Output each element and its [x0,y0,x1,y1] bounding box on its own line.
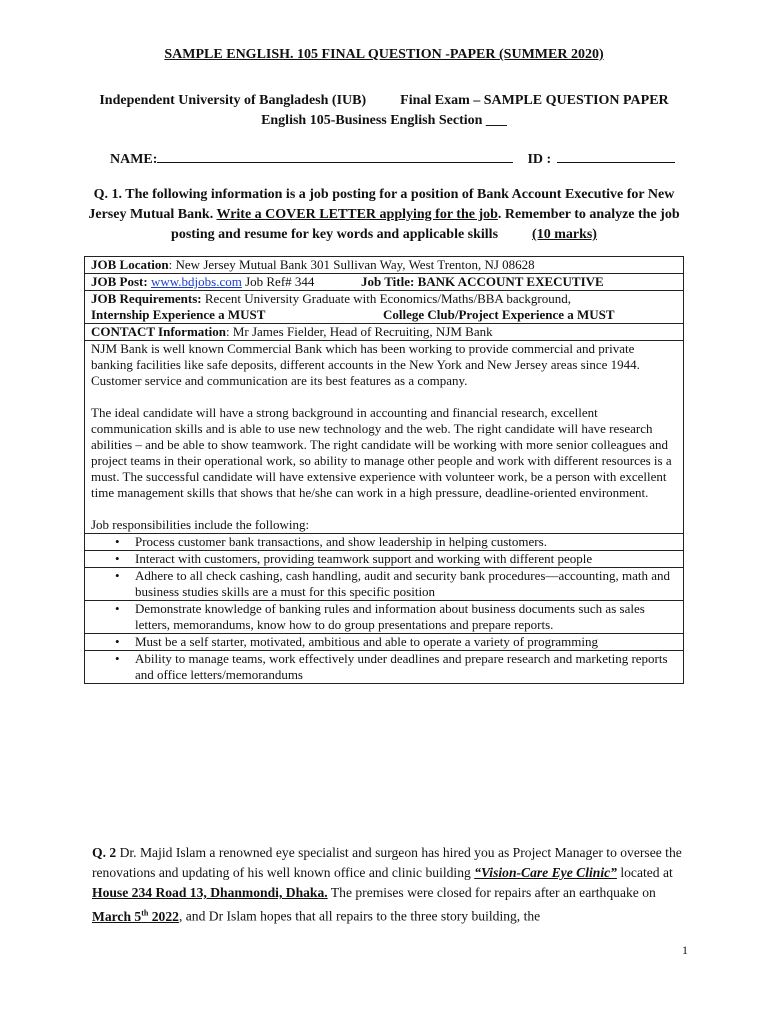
bullet-icon: • [115,601,120,616]
job-description-2: The ideal candidate will have a strong background in accounting and financial research, excellent communication skills and is able to use new technology and the web. The right candidate will have research abilities – and be able to show teamwork. The right candidate will be working with more senior colleagues and project teams in their operational work, so ability to manage other people and work with different resources is a must. The successful candidate will have extensive experience with volunteer work, be a person with excellent time management skills that shows that he/she can work in a high pressure, deadline-oriented environment. [91,405,672,500]
q1-prefix: Q. 1. The following information is a job posting for a position of Bank Account Executive for New Jersey Mutual Bank. [88,187,675,222]
job-post-row [85,274,684,291]
responsibility-text: Ability to manage teams, work effectively under deadlines and prepare research and marketing reports and office letters/memorandums [135,651,668,682]
q2-text-2: located at [616,865,673,880]
responsibility-item [85,651,684,684]
paper-title: SAMPLE ENGLISH. 105 FINAL QUESTION -PAPER (SUMMER 2020) [164,47,604,62]
university-name: Independent University of Bangladesh (IUB) [99,93,367,108]
bullet-icon: • [115,534,120,549]
date-year: 2022 [148,908,179,924]
q2-label: Q. 2 [92,845,117,860]
name-blank [157,149,513,163]
exam-name: Final Exam – SAMPLE QUESTION PAPER [400,93,669,108]
bullet-icon: • [115,551,120,566]
q2-text-4: , and Dr Islam hopes that all repairs to the three story building, the [178,908,541,924]
job-title: Job Title: BANK ACCOUNT EXECUTIVE [361,274,604,289]
q2-text-1: Dr. Majid Islam a renowned eye specialist and surgeon has hired you as Project Manager to oversee the renovations and updating of his well known office and clinic building [92,845,682,880]
date-month: March 5 [92,908,142,924]
responsibilities-intro: Job responsibilities include the following: [91,517,310,532]
bullet-icon: • [115,634,120,649]
name-label: NAME: [110,152,158,167]
name-id-line [110,149,670,168]
bdjobs-link[interactable]: www.bdjobs.com [150,274,242,289]
responsibility-item [85,601,684,634]
job-description-1: NJM Bank is well known Commercial Bank which has been working to provide commercial and private banking facilities like safe deposits, different accounts in the New York and New Jersey areas since 1944. Customer service and communication are its best features as a company. [91,341,640,388]
responsibility-item [85,551,684,568]
bullet-icon: • [115,651,120,666]
earthquake-date [92,909,179,924]
job-posting-table [84,256,684,684]
job-requirements-row [85,291,684,324]
job-location-row [85,257,684,274]
responsibility-text: Process customer bank transactions, and show leadership in helping customers. [135,534,547,549]
question-1 [84,185,684,245]
job-ref: Job Ref# 344 [241,274,315,289]
q2-text-3: The premises were closed for repairs after an earthquake on [327,885,656,900]
q1-marks: (10 marks) [532,227,597,242]
course-section: English 105-Business English Section ___ [261,113,507,128]
contact-value: : Mr James Fielder, Head of Recruiting, NJM Bank [225,324,493,339]
responsibility-item [85,634,684,651]
job-location-label: JOB Location [91,257,169,272]
clinic-address: House 234 Road 13, Dhanmondi, Dhaka. [92,885,328,900]
job-description-row [85,341,684,534]
responsibility-item [85,568,684,601]
bullet-icon: • [115,568,120,583]
job-requirements-value: Recent University Graduate with Economics/Maths/BBA background, [201,291,571,306]
responsibility-text: Adhere to all check cashing, cash handling, audit and security bank procedures—accounting, math and business studies skills are a must for this specific position [135,568,670,599]
responsibility-text: Must be a self starter, motivated, ambitious and able to operate a variety of programming [135,634,599,649]
internship-requirement: Internship Experience a MUST [91,307,266,322]
id-blank [557,149,675,163]
clinic-name: “Vision-Care Eye Clinic” [474,865,617,880]
question-2 [92,843,692,927]
job-post-label: JOB Post: [91,274,151,289]
contact-label: CONTACT Information [91,324,226,339]
job-requirements-label: JOB Requirements: [91,291,202,306]
contact-row [85,324,684,341]
responsibility-item [85,534,684,551]
club-requirement: College Club/Project Experience a MUST [383,307,615,322]
id-label: ID : [527,152,552,167]
exam-header-line [0,93,768,109]
responsibility-text: Demonstrate knowledge of banking rules and information about business documents such as sales letters, memorandums, know how to do group presentations and prepare reports. [135,601,645,632]
q1-task: Write a COVER LETTER applying for the job [216,207,498,222]
responsibility-text: Interact with customers, providing teamwork support and working with different people [135,551,593,566]
date-suffix: th [141,908,149,917]
page-number: 1 [682,943,688,957]
job-location-value: : New Jersey Mutual Bank 301 Sullivan Way, West Trenton, NJ 08628 [168,257,535,272]
q1-suffix: . Remember to analyze the job posting and resume for key words and applicable skills [171,207,680,242]
